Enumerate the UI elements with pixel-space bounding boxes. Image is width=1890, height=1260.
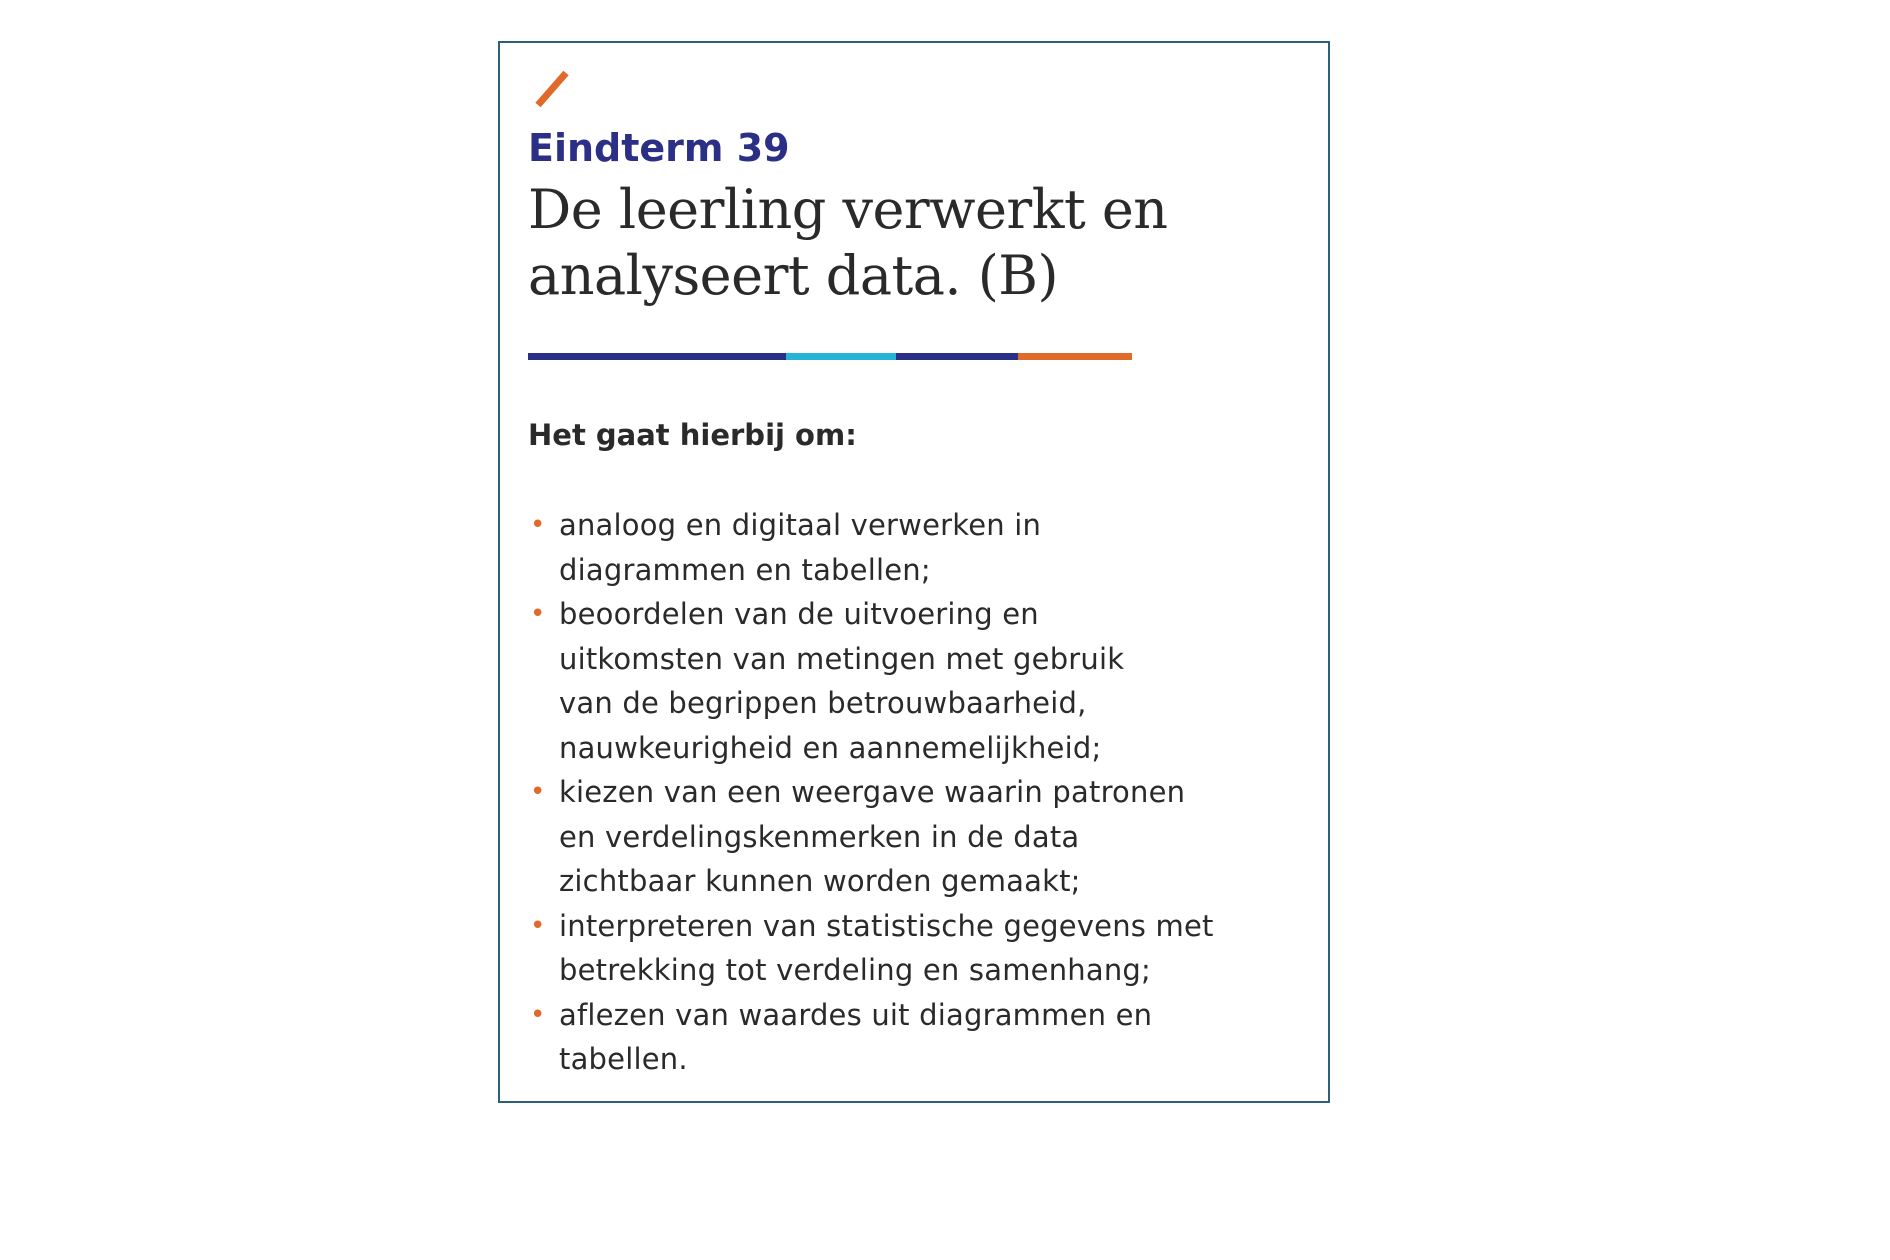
list-item-line: betrekking tot verdeling en samenhang; bbox=[559, 953, 1151, 987]
list-item-line: van de begrippen betrouwbaarheid, bbox=[559, 686, 1087, 720]
list-item-line: beoordelen van de uitvoering en bbox=[559, 597, 1039, 631]
list-item-line: kiezen van een weergave waarin patronen bbox=[559, 775, 1186, 809]
title-line: De leerling verwerkt en bbox=[528, 178, 1168, 241]
list-item-line: tabellen. bbox=[559, 1042, 688, 1076]
eindterm-code: Eindterm 39 bbox=[528, 126, 790, 170]
bullet-icon: • bbox=[530, 910, 546, 941]
bullet-icon: • bbox=[530, 999, 546, 1030]
criteria-list bbox=[528, 503, 1308, 1082]
title-line: analyseert data. (B) bbox=[528, 244, 1059, 307]
list-item-line: nauwkeurigheid en aannemelijkheid; bbox=[559, 730, 1102, 765]
list-item-line: diagrammen en tabellen; bbox=[559, 552, 931, 587]
list-item-line: analoog en digitaal verwerken in bbox=[559, 508, 1042, 542]
list-item-line: zichtbaar kunnen worden gemaakt; bbox=[559, 864, 1081, 898]
bullet-icon: • bbox=[530, 599, 546, 629]
list-item bbox=[528, 592, 1308, 770]
orange-slash-icon bbox=[530, 67, 574, 111]
list-item-line: aflezen van waardes uit diagrammen en bbox=[559, 997, 1153, 1032]
list-item-line: en verdelingskenmerken in de data bbox=[559, 819, 1080, 854]
list-item bbox=[528, 904, 1308, 993]
bullet-icon: • bbox=[530, 510, 546, 540]
list-item-line: uitkomsten van metingen met gebruik bbox=[559, 641, 1125, 676]
eindterm-card bbox=[498, 41, 1330, 1103]
bullet-icon: • bbox=[530, 777, 546, 807]
eindterm-title bbox=[528, 177, 1168, 309]
color-divider bbox=[528, 353, 1132, 360]
intro-text: Het gaat hierbij om: bbox=[528, 418, 857, 452]
list-item bbox=[528, 993, 1308, 1082]
list-item-line: interpreteren van statistische gegevens met bbox=[559, 908, 1214, 943]
list-item bbox=[528, 770, 1308, 904]
list-item bbox=[528, 503, 1308, 592]
